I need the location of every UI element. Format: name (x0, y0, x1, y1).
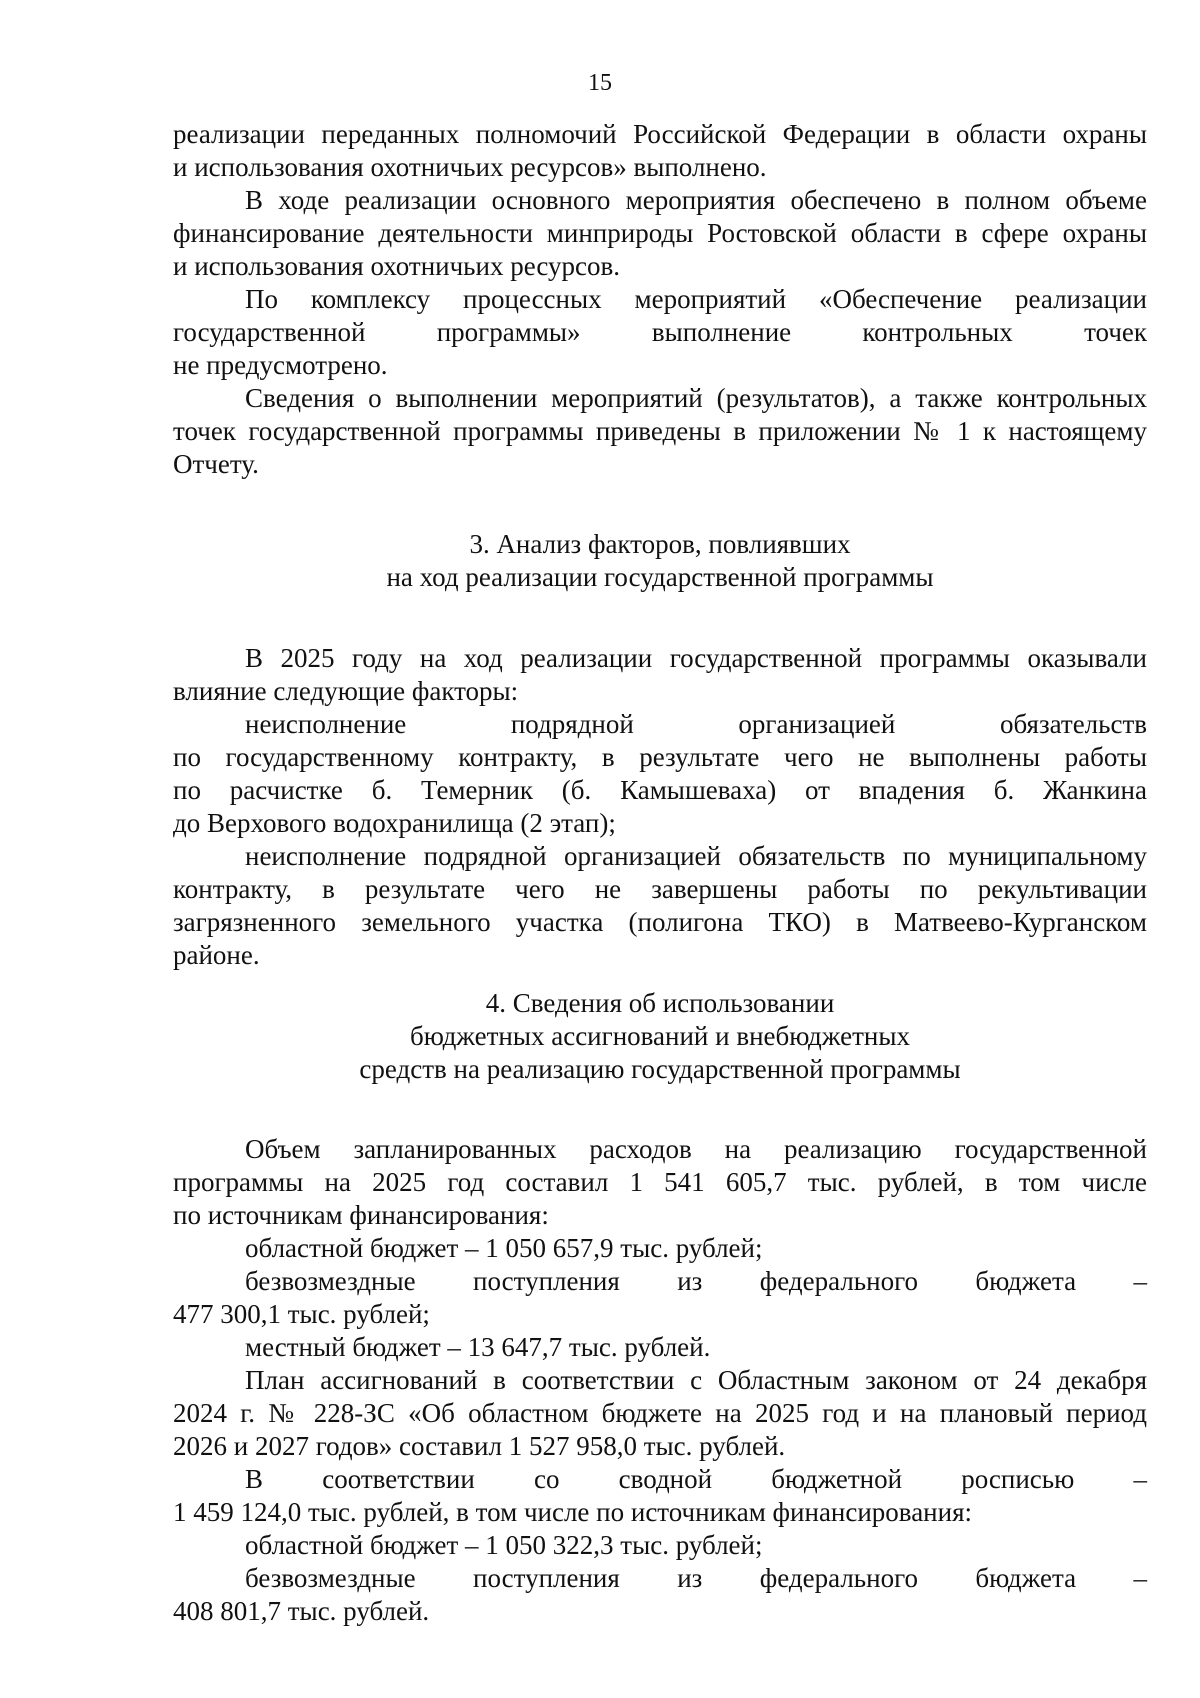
text-line: государственной программы» выполнение контрольных точек (173, 317, 1147, 347)
paragraph (173, 1529, 1147, 1562)
text-line: Сведения о выполнении мероприятий (результатов), а также контрольных (245, 383, 1147, 413)
paragraph (173, 1232, 1147, 1265)
paragraph (173, 1133, 1147, 1232)
heading-line: на ход реализации государственной программы (386, 562, 934, 592)
text-line: Отчету. (173, 449, 259, 479)
document-body (173, 118, 1147, 1628)
paragraph (173, 1562, 1147, 1628)
text-line: областной бюджет – 1 050 657,9 тыс. рублей; (245, 1233, 763, 1263)
text-line: областной бюджет – 1 050 322,3 тыс. рублей; (245, 1530, 763, 1560)
text-line: По комплексу процессных мероприятий «Обеспечение реализации (245, 284, 1147, 314)
text-line: 1 459 124,0 тыс. рублей, в том числе по источникам финансирования: (173, 1497, 973, 1527)
text-line: и использования охотничьих ресурсов. (173, 251, 620, 281)
text-line: В соответствии со сводной бюджетной росписью – (245, 1464, 1147, 1494)
text-line: по государственному контракту, в результате чего не выполнены работы (173, 742, 1147, 772)
text-line: неисполнение подрядной организацией обязательств по муниципальному (245, 841, 1147, 871)
section-3-heading (173, 528, 1147, 594)
text-line: влияние следующие факторы: (173, 676, 519, 706)
text-line: по источникам финансирования: (173, 1200, 549, 1230)
text-line: реализации переданных полномочий Российской Федерации в области охраны (173, 119, 1147, 149)
paragraph (173, 118, 1147, 184)
heading-line: 4. Сведения об использовании (485, 988, 835, 1018)
text-line: по расчистке б. Темерник (б. Камышеваха) от впадения б. Жанкина (173, 775, 1147, 805)
text-line: безвозмездные поступления из федерального бюджета – (245, 1563, 1147, 1593)
text-line: 408 801,7 тыс. рублей. (173, 1596, 430, 1626)
section-4-heading (173, 987, 1147, 1086)
paragraph (173, 1463, 1147, 1529)
paragraph (173, 382, 1147, 481)
paragraph (173, 642, 1147, 708)
heading-line: 3. Анализ факторов, повлиявших (469, 529, 851, 559)
text-line: 2024 г. № 228-ЗС «Об областном бюджете на 2025 год и на плановый период (173, 1398, 1147, 1428)
text-line: 2026 и 2027 годов» составил 1 527 958,0 тыс. рублей. (173, 1431, 786, 1461)
text-line: План ассигнований в соответствии с Областным законом от 24 декабря (245, 1365, 1147, 1395)
paragraph (173, 184, 1147, 283)
paragraph (173, 1331, 1147, 1364)
text-line: В 2025 году на ход реализации государственной программы оказывали (245, 643, 1147, 673)
text-line: 477 300,1 тыс. рублей; (173, 1299, 430, 1329)
text-line: программы на 2025 год составил 1 541 605,7 тыс. рублей, в том числе (173, 1167, 1147, 1197)
paragraph (173, 708, 1147, 840)
text-line: и использования охотничьих ресурсов» выполнено. (173, 152, 767, 182)
paragraph (173, 840, 1147, 972)
heading-line: бюджетных ассигнований и внебюджетных (410, 1021, 910, 1051)
text-line: финансирование деятельности минприроды Ростовской области в сфере охраны (173, 218, 1147, 248)
heading-line: средств на реализацию государственной программы (359, 1054, 961, 1084)
paragraph (173, 283, 1147, 382)
text-line: неисполнение подрядной организацией обязательств (245, 709, 1147, 739)
text-line: загрязненного земельного участка (полигона ТКО) в Матвеево-Курганском (173, 907, 1147, 937)
text-line: контракту, в результате чего не завершены работы по рекультивации (173, 874, 1147, 904)
text-line: местный бюджет – 13 647,7 тыс. рублей. (245, 1332, 711, 1362)
text-line: точек государственной программы приведены в приложении № 1 к настоящему (173, 416, 1147, 446)
text-line: безвозмездные поступления из федерального бюджета – (245, 1266, 1147, 1296)
text-line: до Верхового водохранилища (2 этап); (173, 808, 616, 838)
text-line: не предусмотрено. (173, 350, 388, 380)
text-line: Объем запланированных расходов на реализацию государственной (245, 1134, 1147, 1164)
text-line: В ходе реализации основного мероприятия обеспечено в полном объеме (245, 185, 1147, 215)
page-number: 15 (588, 70, 612, 96)
text-line: районе. (173, 940, 260, 970)
paragraph (173, 1364, 1147, 1463)
paragraph (173, 1265, 1147, 1331)
